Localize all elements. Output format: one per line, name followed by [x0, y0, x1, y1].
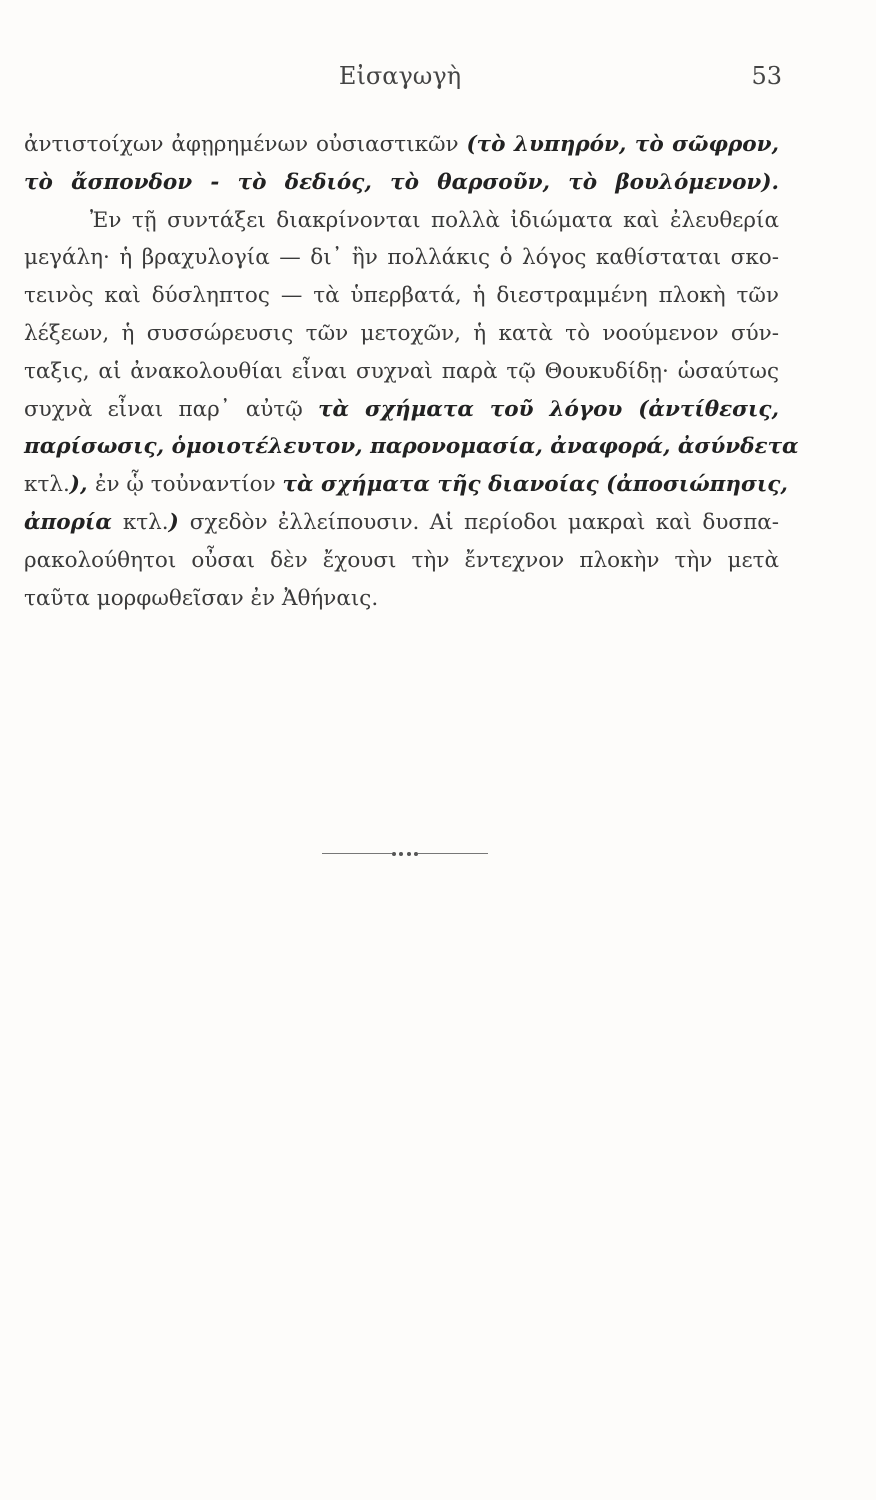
text-line [24, 428, 799, 466]
ornament-dots [392, 851, 418, 857]
emphasized-text: ἀπορία [24, 509, 123, 535]
plain-text: τεινὸς καὶ δύσληπτος — τὰ ὑπερβατά, ἡ διεστραμμένη πλοκὴ τῶν [24, 283, 779, 309]
page-header [24, 62, 782, 102]
plain-text: μεγάλη· ἡ βραχυλογία — δι᾽ ἣν πολλάκις ὁ λόγος καθίσταται σκο- [24, 245, 779, 271]
ornament-dot [399, 852, 403, 856]
emphasized-text: ) [168, 509, 190, 535]
plain-text: κτλ. [122, 509, 169, 535]
emphasized-text: παρίσωσις, ὁμοιοτέλευτον, παρονομασία, ἀναφορά, ἀσύνδετα [24, 434, 799, 460]
text-line [24, 466, 788, 504]
text-line [24, 164, 779, 202]
plain-text: Ἐν τῇ συντάξει διακρίνονται πολλὰ ἰδιώματα καὶ ἐλευθερία [90, 207, 779, 233]
page-number: 53 [751, 62, 782, 90]
ornament-dot [407, 852, 411, 856]
body-paragraphs [24, 126, 799, 617]
text-line [24, 504, 779, 542]
emphasized-text: (τὸ λυπηρόν, τὸ σῶφρον, [466, 132, 779, 157]
section-end-ornament [322, 851, 488, 857]
text-line [24, 391, 779, 429]
ornament-rule-right [418, 853, 488, 854]
text-line [24, 277, 779, 315]
text-line [24, 126, 779, 164]
emphasized-text: τὰ σχήματα τοῦ λόγου (ἀντίθεσις, [318, 396, 779, 422]
text-line [24, 580, 779, 618]
running-title: Εἰσαγωγὴ [338, 62, 462, 90]
text-line [24, 542, 779, 580]
plain-text: ταῦτα μορφωθεῖσαν ἐν Ἀθήναις. [24, 585, 379, 611]
plain-text: ἐν ᾧ τοὐναντίον [94, 472, 283, 498]
emphasized-text: τὸ ἄσπονδον - τὸ δεδιός, τὸ θαρσοῦν, τὸ βουλόμενον). [24, 169, 779, 195]
plain-text: συχνὰ εἶναι παρ᾽ αὐτῷ [24, 396, 319, 422]
text-line [24, 239, 779, 277]
text-line [24, 202, 779, 240]
plain-text: ρακολούθητοι οὖσαι δὲν ἔχουσι τὴν ἔντεχνον πλοκὴν τὴν μετὰ [24, 547, 779, 573]
emphasized-text: ), [69, 472, 95, 498]
plain-text: ταξις, αἱ ἀνακολουθίαι εἶναι συχναὶ παρὰ τῷ Θουκυδίδῃ· ὡσαύτως [24, 358, 779, 384]
plain-text: λέξεων, ἡ συσσώρευσις τῶν μετοχῶν, ἡ κατὰ τὸ νοούμενον σύν- [24, 320, 779, 346]
plain-text: ἀντιστοίχων ἀφῃρημένων οὐσιαστικῶν [24, 132, 467, 157]
text-line [24, 353, 779, 391]
ornament-rule-left [322, 853, 392, 854]
emphasized-text: τὰ σχήματα τῆς διανοίας (ἀποσιώπησις, [282, 472, 788, 498]
plain-text: κτλ. [24, 472, 70, 498]
ornament-dot [392, 852, 396, 856]
plain-text: σχεδὸν ἐλλείπουσιν. Αἱ περίοδοι μακραὶ καὶ δυσπα- [189, 509, 779, 535]
text-line [24, 315, 779, 353]
